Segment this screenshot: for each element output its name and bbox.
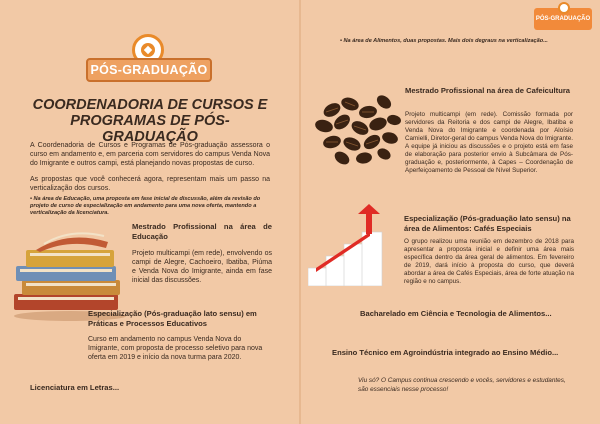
mestrado-educacao-title: Mestrado Profissional na área de Educação bbox=[132, 222, 272, 241]
books-icon bbox=[8, 228, 132, 322]
top-badge-label: PÓS-GRADUAÇÃO bbox=[535, 16, 591, 22]
mestrado-cafe-text: Projeto multicampi (em rede). Comissão formada por servidores da Reitoria e dos campi de Alegre, Ibatiba e Venda Nova do Imigrante e coordenada por Aloísio Camielli, Diretor-geral do campus Venda Nova do Imigrante. A equipe já iniciou as discussões e o projeto está em fase de elaboração para posterior envio à Subcâmara de Pós-graduação e, posteriormente, à Capes – Coordenação de Aperfeiçoamento de Pessoal de Nível Superior. bbox=[405, 111, 573, 174]
licenciatura-link[interactable]: Licenciatura em Letras... bbox=[30, 383, 120, 392]
badge-pill bbox=[86, 58, 212, 82]
bacharelado-link[interactable]: Bacharelado em Ciência e Tecnologia de Alimentos... bbox=[360, 309, 552, 318]
intro-paragraph-2: As propostas que você conhecerá agora, representam mais um passo na verticalização dos cursos. bbox=[30, 176, 270, 192]
closing-note: Viu só? O Campus continua crescendo e vocês, servidores e estudantes, são essenciais nesse processo! bbox=[358, 377, 566, 393]
coffee-beans-icon bbox=[302, 60, 402, 180]
alimentos-note: • Na área de Alimentos, duas propostas. Mais dois degraus na verticalização... bbox=[340, 38, 548, 44]
pos-graduacao-badge bbox=[86, 34, 212, 84]
espec-cafe-title: Especialização (Pós-graduação lato sensu) na área de Alimentos: Cafés Especiais bbox=[404, 214, 571, 233]
mestrado-educacao-text: Projeto multicampi (em rede), envolvendo os campi de Alegre, Cachoeiro, Ibatiba, Piúma e Venda Nova do Imigrante, ainda em fase inicial das discussões. bbox=[132, 250, 272, 284]
page-title: COORDENADORIA DE CURSOS E PROGRAMAS DE PÓS-GRADUAÇÃO bbox=[32, 97, 268, 145]
intro-paragraph: A Coordenadoria de Cursos e Programas de Pós-graduação assessora o curso em andamento e, em parceria com servidores do campus Venda Nova do Imigrante e outros campi, está planejando novas propostas de curso. bbox=[30, 142, 270, 167]
stairs-icon bbox=[308, 204, 398, 286]
especializacao-text: Curso em andamento no campus Venda Nova do Imigrante, com proposta de processo seletivo para nova oferta em 2019 e início da nova turma para 2020. bbox=[88, 336, 263, 361]
right-page bbox=[300, 0, 600, 424]
badge-label: PÓS-GRADUAÇÃO bbox=[90, 63, 208, 77]
especializacao-title: Especialização (Pós-graduação lato sensu) em Práticas e Processos Educativos bbox=[88, 309, 257, 328]
top-medal-icon bbox=[558, 2, 570, 14]
espec-cafe-text: O grupo realizou uma reunião em dezembro de 2018 para apresentar a proposta inicial e definir uma área mais específica dentro da área geral de alimentos. Em fevereiro de 2019, dará início à proposta do curso, que deverá abordar a área de Cafés Especiais, área de forte atuação na região e no campus. bbox=[404, 238, 574, 285]
mestrado-cafe-title: Mestrado Profissional na área de Cafeicultura bbox=[405, 86, 571, 95]
educacao-note: • Na área de Educação, uma proposta em fase inicial de discussão, além da revisão do projeto de curso de especialização em andamento para uma nova oferta, mantendo a verticalização da licenciatura. bbox=[30, 196, 261, 216]
ensino-tecnico-link[interactable]: Ensino Técnico em Agroindústria integrado ao Ensino Médio... bbox=[332, 348, 559, 357]
